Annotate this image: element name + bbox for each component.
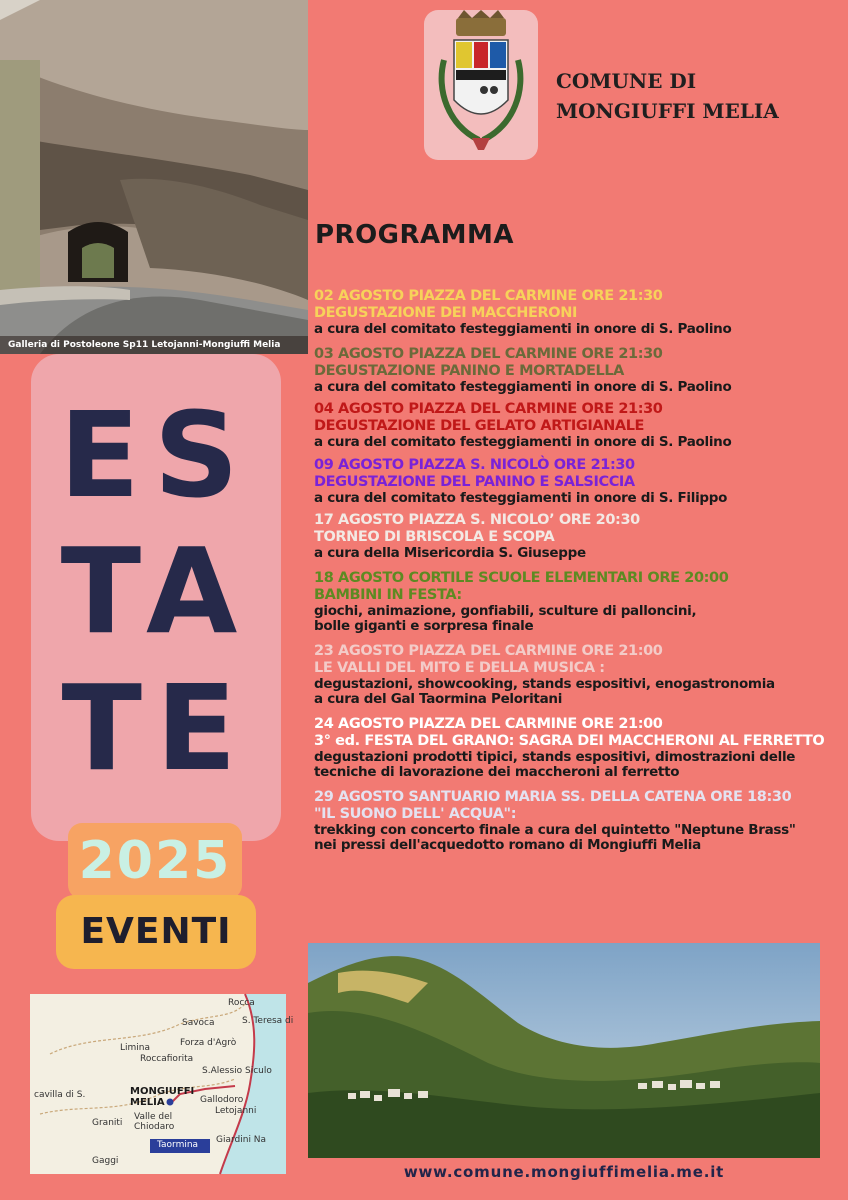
event-title: DEGUSTAZIONE DEI MACCHERONI bbox=[314, 305, 577, 321]
map-label-santa-teresa: S. Teresa di bbox=[242, 1016, 294, 1026]
event-item bbox=[314, 789, 834, 854]
event-title: LE VALLI DEL MITO E DELLA MUSICA : bbox=[314, 659, 605, 676]
event-item bbox=[314, 401, 834, 451]
map-label-gallodoro: Gallodoro bbox=[200, 1095, 244, 1105]
year-text: 2025 bbox=[78, 831, 232, 891]
map-label-limina: Limina bbox=[120, 1043, 151, 1053]
event-description: giochi, animazione, gonfiabili, sculture di palloncini, bbox=[314, 602, 697, 619]
map-label-graniti: Graniti bbox=[92, 1118, 123, 1128]
photo-caption: Galleria di Postoleone Sp11 Letojanni-Mongiuffi Melia bbox=[0, 336, 308, 354]
event-item bbox=[314, 716, 834, 781]
event-description: trekking con concerto finale a cura del quintetto "Neptune Brass" bbox=[314, 821, 796, 838]
comune-line-2: MONGIUFFI MELIA bbox=[556, 99, 779, 123]
map-label-taormina: Taormina bbox=[157, 1140, 199, 1150]
event-description: a cura del comitato festeggiamenti in onore di S. Paolino bbox=[314, 434, 732, 450]
event-title: DEGUSTAZIONE DEL PANINO E SALSICCIA bbox=[314, 473, 635, 490]
event-description: bolle giganti e sorpresa finale bbox=[314, 618, 534, 634]
event-item bbox=[314, 288, 834, 338]
programma-heading: PROGRAMMA bbox=[315, 220, 515, 250]
map-label-mongiuffi: MONGIUFFI bbox=[130, 1086, 195, 1097]
event-description: degustazioni prodotti tipici, stands espositivi, dimostrazioni delle bbox=[314, 748, 796, 765]
event-item bbox=[314, 512, 834, 562]
event-date-location: 23 AGOSTO PIAZZA DEL CARMINE ORE 21:00 bbox=[314, 642, 663, 659]
map-label-roccafiorita: Roccafiorita bbox=[140, 1054, 194, 1064]
crest-icon bbox=[424, 10, 538, 160]
event-description: a cura del comitato festeggiamenti in onore di S. Paolino bbox=[314, 378, 732, 395]
event-date-location: 03 AGOSTO PIAZZA DEL CARMINE ORE 21:30 bbox=[314, 345, 663, 362]
map-label-valle: Valle del bbox=[134, 1112, 173, 1122]
map-label-giardini: Giardini Na bbox=[216, 1135, 267, 1145]
event-date-location: 29 AGOSTO SANTUARIO MARIA SS. DELLA CATENA ORE 18:30 bbox=[314, 788, 792, 805]
map-label-sant-alessio: S.Alessio Siculo bbox=[202, 1066, 272, 1076]
event-date-location: 09 AGOSTO PIAZZA S. NICOLÒ ORE 21:30 bbox=[314, 456, 635, 473]
coat-of-arms bbox=[424, 10, 538, 160]
estate-panel bbox=[31, 354, 281, 841]
event-description: a cura del comitato festeggiamenti in onore di S. Filippo bbox=[314, 489, 728, 506]
event-title: 3° ed. FESTA DEL GRANO: SAGRA DEI MACCHERONI AL FERRETTO bbox=[314, 732, 825, 749]
map-label-rocca: Rocca bbox=[228, 998, 255, 1008]
events-list bbox=[314, 288, 834, 854]
event-item bbox=[314, 643, 834, 708]
event-title: TORNEO DI BRISCOLA E SCOPA bbox=[314, 529, 555, 545]
event-description: nei pressi dell'acquedotto romano di Mongiuffi Melia bbox=[314, 837, 701, 853]
location-map bbox=[30, 994, 294, 1174]
event-date-location: 18 AGOSTO CORTILE SCUOLE ELEMENTARI ORE 20:00 bbox=[314, 569, 729, 586]
event-item bbox=[314, 346, 834, 396]
event-title: BAMBINI IN FESTA: bbox=[314, 586, 462, 603]
estate-line-3: TE bbox=[61, 659, 251, 797]
map-label-melia: MELIA bbox=[130, 1097, 165, 1108]
tunnel-photo bbox=[0, 0, 308, 354]
event-item bbox=[314, 570, 834, 635]
map-label-savoca: Savoca bbox=[182, 1018, 215, 1028]
event-description: a cura del comitato festeggiamenti in onore di S. Paolino bbox=[314, 321, 732, 337]
eventi-text: EVENTI bbox=[80, 911, 232, 952]
estate-line-2: TA bbox=[60, 522, 252, 660]
comune-title bbox=[556, 66, 816, 126]
event-title: "IL SUONO DELL' ACQUA": bbox=[314, 805, 517, 822]
landscape-photo bbox=[308, 943, 820, 1158]
map-label-castiglione: cavilla di S. bbox=[34, 1090, 86, 1100]
event-item bbox=[314, 457, 834, 507]
map-label-forza: Forza d'Agrò bbox=[180, 1038, 237, 1048]
event-date-location: 24 AGOSTO PIAZZA DEL CARMINE ORE 21:00 bbox=[314, 715, 663, 732]
map-label-chiodaro: Chiodaro bbox=[134, 1122, 175, 1132]
event-description: a cura della Misericordia S. Giuseppe bbox=[314, 545, 586, 561]
map-label-gaggi: Gaggi bbox=[92, 1156, 119, 1166]
event-date-location: 02 AGOSTO PIAZZA DEL CARMINE ORE 21:30 bbox=[314, 288, 663, 304]
estate-line-1: ES bbox=[59, 386, 253, 524]
website-url: www.comune.mongiuffimelia.me.it bbox=[403, 1163, 725, 1181]
event-description: a cura del Gal Taormina Peloritani bbox=[314, 691, 563, 707]
event-title: DEGUSTAZIONE DEL GELATO ARTIGIANALE bbox=[314, 418, 645, 434]
event-title: DEGUSTAZIONE PANINO E MORTADELLA bbox=[314, 362, 624, 379]
event-date-location: 04 AGOSTO PIAZZA DEL CARMINE ORE 21:30 bbox=[314, 401, 663, 417]
comune-line-1: COMUNE DI bbox=[556, 69, 697, 93]
map-label-letojanni: Letojanni bbox=[215, 1106, 257, 1116]
event-description: degustazioni, showcooking, stands espositivi, enogastronomia bbox=[314, 675, 775, 692]
event-date-location: 17 AGOSTO PIAZZA S. NICOLO’ ORE 20:30 bbox=[314, 512, 640, 528]
event-description: tecniche di lavorazione dei maccheroni al ferretto bbox=[314, 764, 680, 780]
